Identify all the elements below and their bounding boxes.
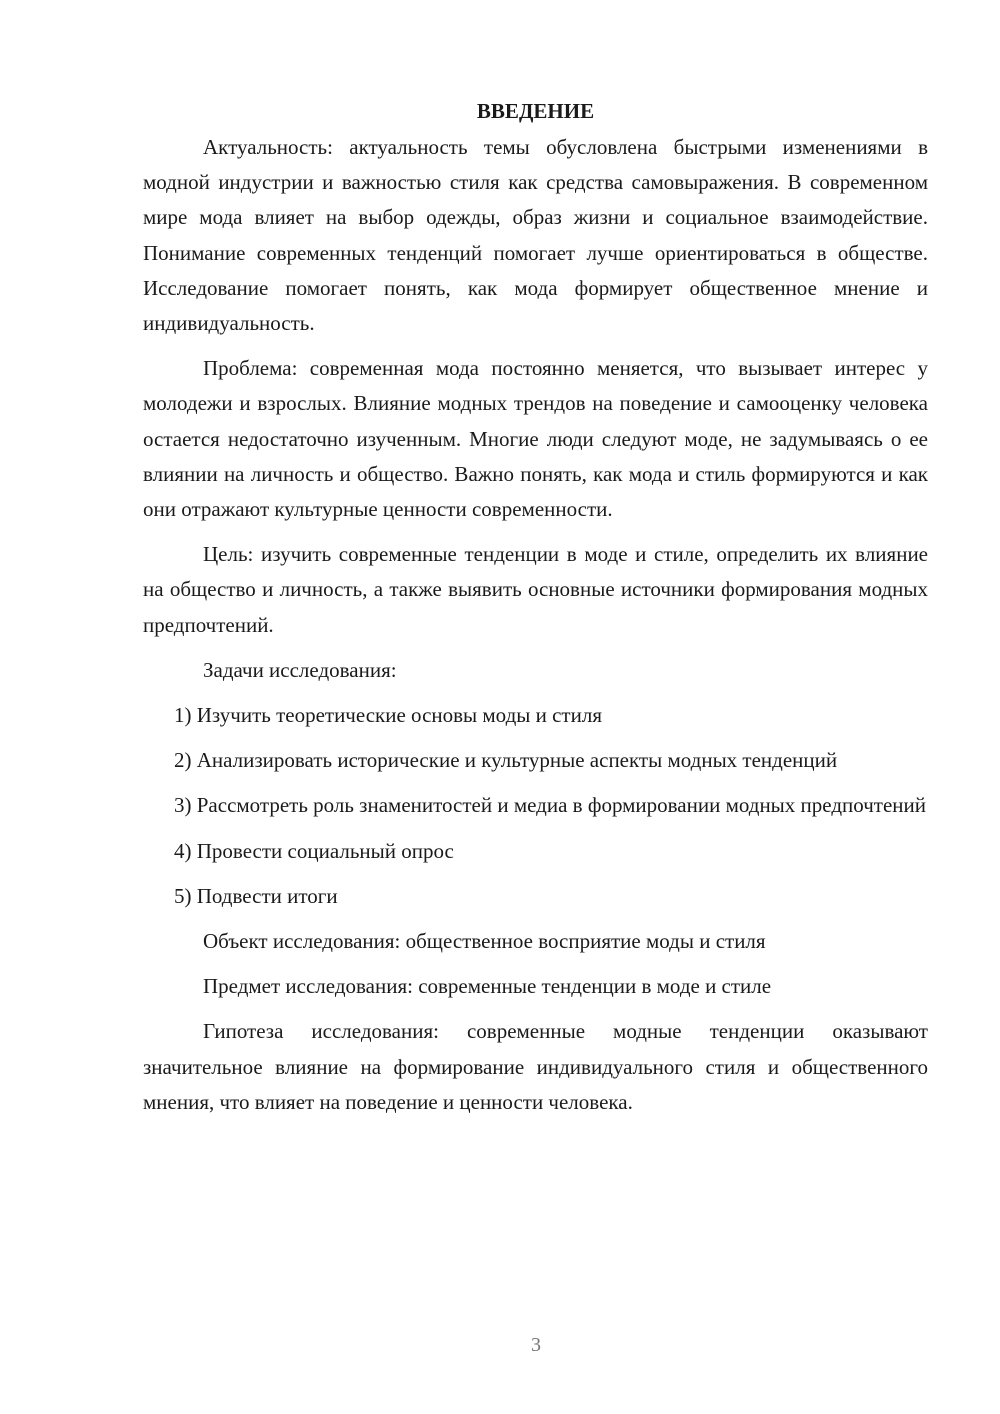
page-number: 3: [531, 1334, 541, 1356]
hypothesis-paragraph: Гипотеза исследования: современные модные тенденции оказывают значительное влияние на формирование индивидуального стиля и общественного мнения, что влияет на поведение и ценности человека.: [143, 1019, 928, 1114]
task-item: 1) Изучить теоретические основы моды и стиля: [174, 703, 602, 728]
goal-paragraph: Цель: изучить современные тенденции в моде и стиле, определить их влияние на общество и личность, а также выявить основные источники формирования модных предпочтений.: [143, 542, 928, 637]
task-item: 4) Провести социальный опрос: [174, 838, 454, 863]
tasks-heading: Задачи исследования:: [203, 657, 397, 682]
relevance-paragraph: Актуальность: актуальность темы обусловлена быстрыми изменениями в модной индустрии и важностью стиля как средства самовыражения. В современном мире мода влияет на выбор одежды, образ жизни и социальное взаимодействие. Понимание современных тенденций помогает лучше ориентироваться в обществе. Исследование помогает понять, как мода формирует общественное мнение и индивидуальность.: [143, 135, 928, 336]
subject-paragraph: Предмет исследования: современные тенденции в моде и стиле: [203, 974, 772, 999]
task-item: 3) Рассмотреть роль знаменитостей и медиа в формировании модных предпочтений: [174, 793, 926, 818]
document-page: [143, 96, 928, 1130]
problem-paragraph: Проблема: современная мода постоянно меняется, что вызывает интерес у молодежи и взрослых. Влияние модных трендов на поведение и самооценку человека остается недостаточно изученным. Многие люди следуют моде, не задумываясь о ее влиянии на личность и общество. Важно понять, как мода и стиль формируются и как они отражают культурные ценности современности.: [143, 356, 928, 522]
object-paragraph: Объект исследования: общественное восприятие моды и стиля: [203, 929, 766, 954]
task-item: 2) Анализировать исторические и культурные аспекты модных тенденций: [174, 748, 838, 773]
page-title: ВВЕДЕНИЕ: [476, 99, 595, 123]
task-item: 5) Подвести итоги: [174, 883, 338, 908]
